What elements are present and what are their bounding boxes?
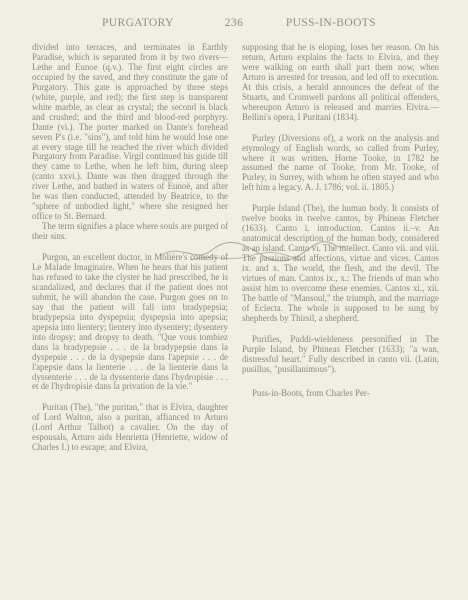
running-header [32,17,436,33]
header-left-title: PURGATORY [102,17,174,29]
handwritten-signature-stamp [150,234,350,268]
paragraph-purgatory-continued: divided into terraces, and terminates in Earthly Paradise, which is separated from it by two rivers—Lethe and Eunoe (q.v.). The first eight circles are occupied by the saved, and they constitute the gate of Purgatory. This gate is approached by three steps (white, purple, and red); the first step is transparent white marble, as clear as crystal; the second is black and crushed; and the third and blood-red porphyry. Dante (vi.). The porter marked on Dante's forehead seven P's (i.e. "sins"), and told him he would lose one at every stage till he reached the river which divided Purgatory from Paradise. Virgil continued his guide till they came to Lethe, when he left him, during sleep (canto xxvi.). Dante was then dragged through the river Lethe, and bathed in waters of Eunoë, and after he was then conducted, attended by Beatrice, to the "sphere of unbodied light," where she resigned her office to St. Bernard. [32,42,228,222]
entry-purple-island: Purple Island (The), the human body. It consists of twelve books in twelve cantos, by Phineas Fletcher (1633). Canto i. introduction. Cantos ii.–v. An anatomical description of the human body, considered as an island. Canto vi. The intellect. Canto vii. and viii. The passions and affections, virtue and vices. Cantos ix. and x. The world, the flesh, and the devil. The virtues of man. Cantos ix., x.: The friends of man who assist him to overcome these enemies. Cantos xi., xii. The battle of "Mansoul," the triumph, and the marriage of Eclecta. The whole is supposed to be sung by shepherds by Thirsil, a shepherd. [242,203,439,323]
paragraph-purgatory-meaning: The term signifies a place where souls are purged of their sins. [32,221,228,242]
entry-puss-in-boots: Puss-in-Boots, from Charles Per- [252,387,370,398]
page-number: 236 [224,17,244,29]
right-column [242,43,439,399]
paragraph-puritan-continued: supposing that he is eloping, loses her reason. On his return, Arturo explains the facts to Elvira, and they were walking on earth shall part them now, when Arturo is arrested for treason, and led off to execution. At this crisis, a herald announces the defeat of the Stuarts, and Cromwell pardons all political offenders, whereupon Arturo is released and marries Elvira.—Bellini's opera, I Puritani (1834). [242,42,439,122]
entry-purley: Purley (Diversions of), a work on the analysis and etymology of English words, so called from Purley, where it was written. Horne Tooke, in 1782 he assumed the name of Tooke, from Mr. Tooke, of Purley, in Surrey, with whom he often stayed and who left him a legacy. A. J. 1786; vol. ii. 1805.) [242,132,439,193]
entry-purgon: Purgon, an excellent doctor, in Molière's comedy of Le Malade Imaginaire. When he hears that his patient has refused to take the clyster he had prescribed, he is scandalized, and declares that if the patient does not submit, he will abandon the case. Purgon goes on to say that the patient will fall into bradypepsia; bradypepsia into dyspepsia; dyspepsia into apepsia; apepsia into lientery; lientery into dysentery; dysentery into dropsy; and dropsy to death. "Que vous tombiez dans la bradypepsie . . . de la bradypepsie dans la dyspepsie . . . de la dyspepsie dans l'apepsie . . . de l'apepsie dans la lienterie . . . de la lienterie dans la dyssenterie . . . de la dyssenterie dans l'hydropisie . . . et de l'hydropisie dans la privation de la vie." [32,252,228,392]
header-right-title: PUSS-IN-BOOTS [285,17,376,29]
entry-puritan: Puritan (The), "the puritan," that is Elvira, daughter of Lord Walton, also a puritan, affianced to Arturo (Lord Arthur Talbot) a cavalier. On the day of espousals, Arturo aids Henrietta (Henriette, widow of Charles I.) to escape; and Elvira, [32,402,228,453]
entry-purifies: Purifies, Puddi-wieldeness personified in The Purple Island, by Phineas Fletcher (1633); "a wan, distressful heart." Fully described in canto vii. (Latin, pusillus, "pusillanimous"). [242,333,439,374]
